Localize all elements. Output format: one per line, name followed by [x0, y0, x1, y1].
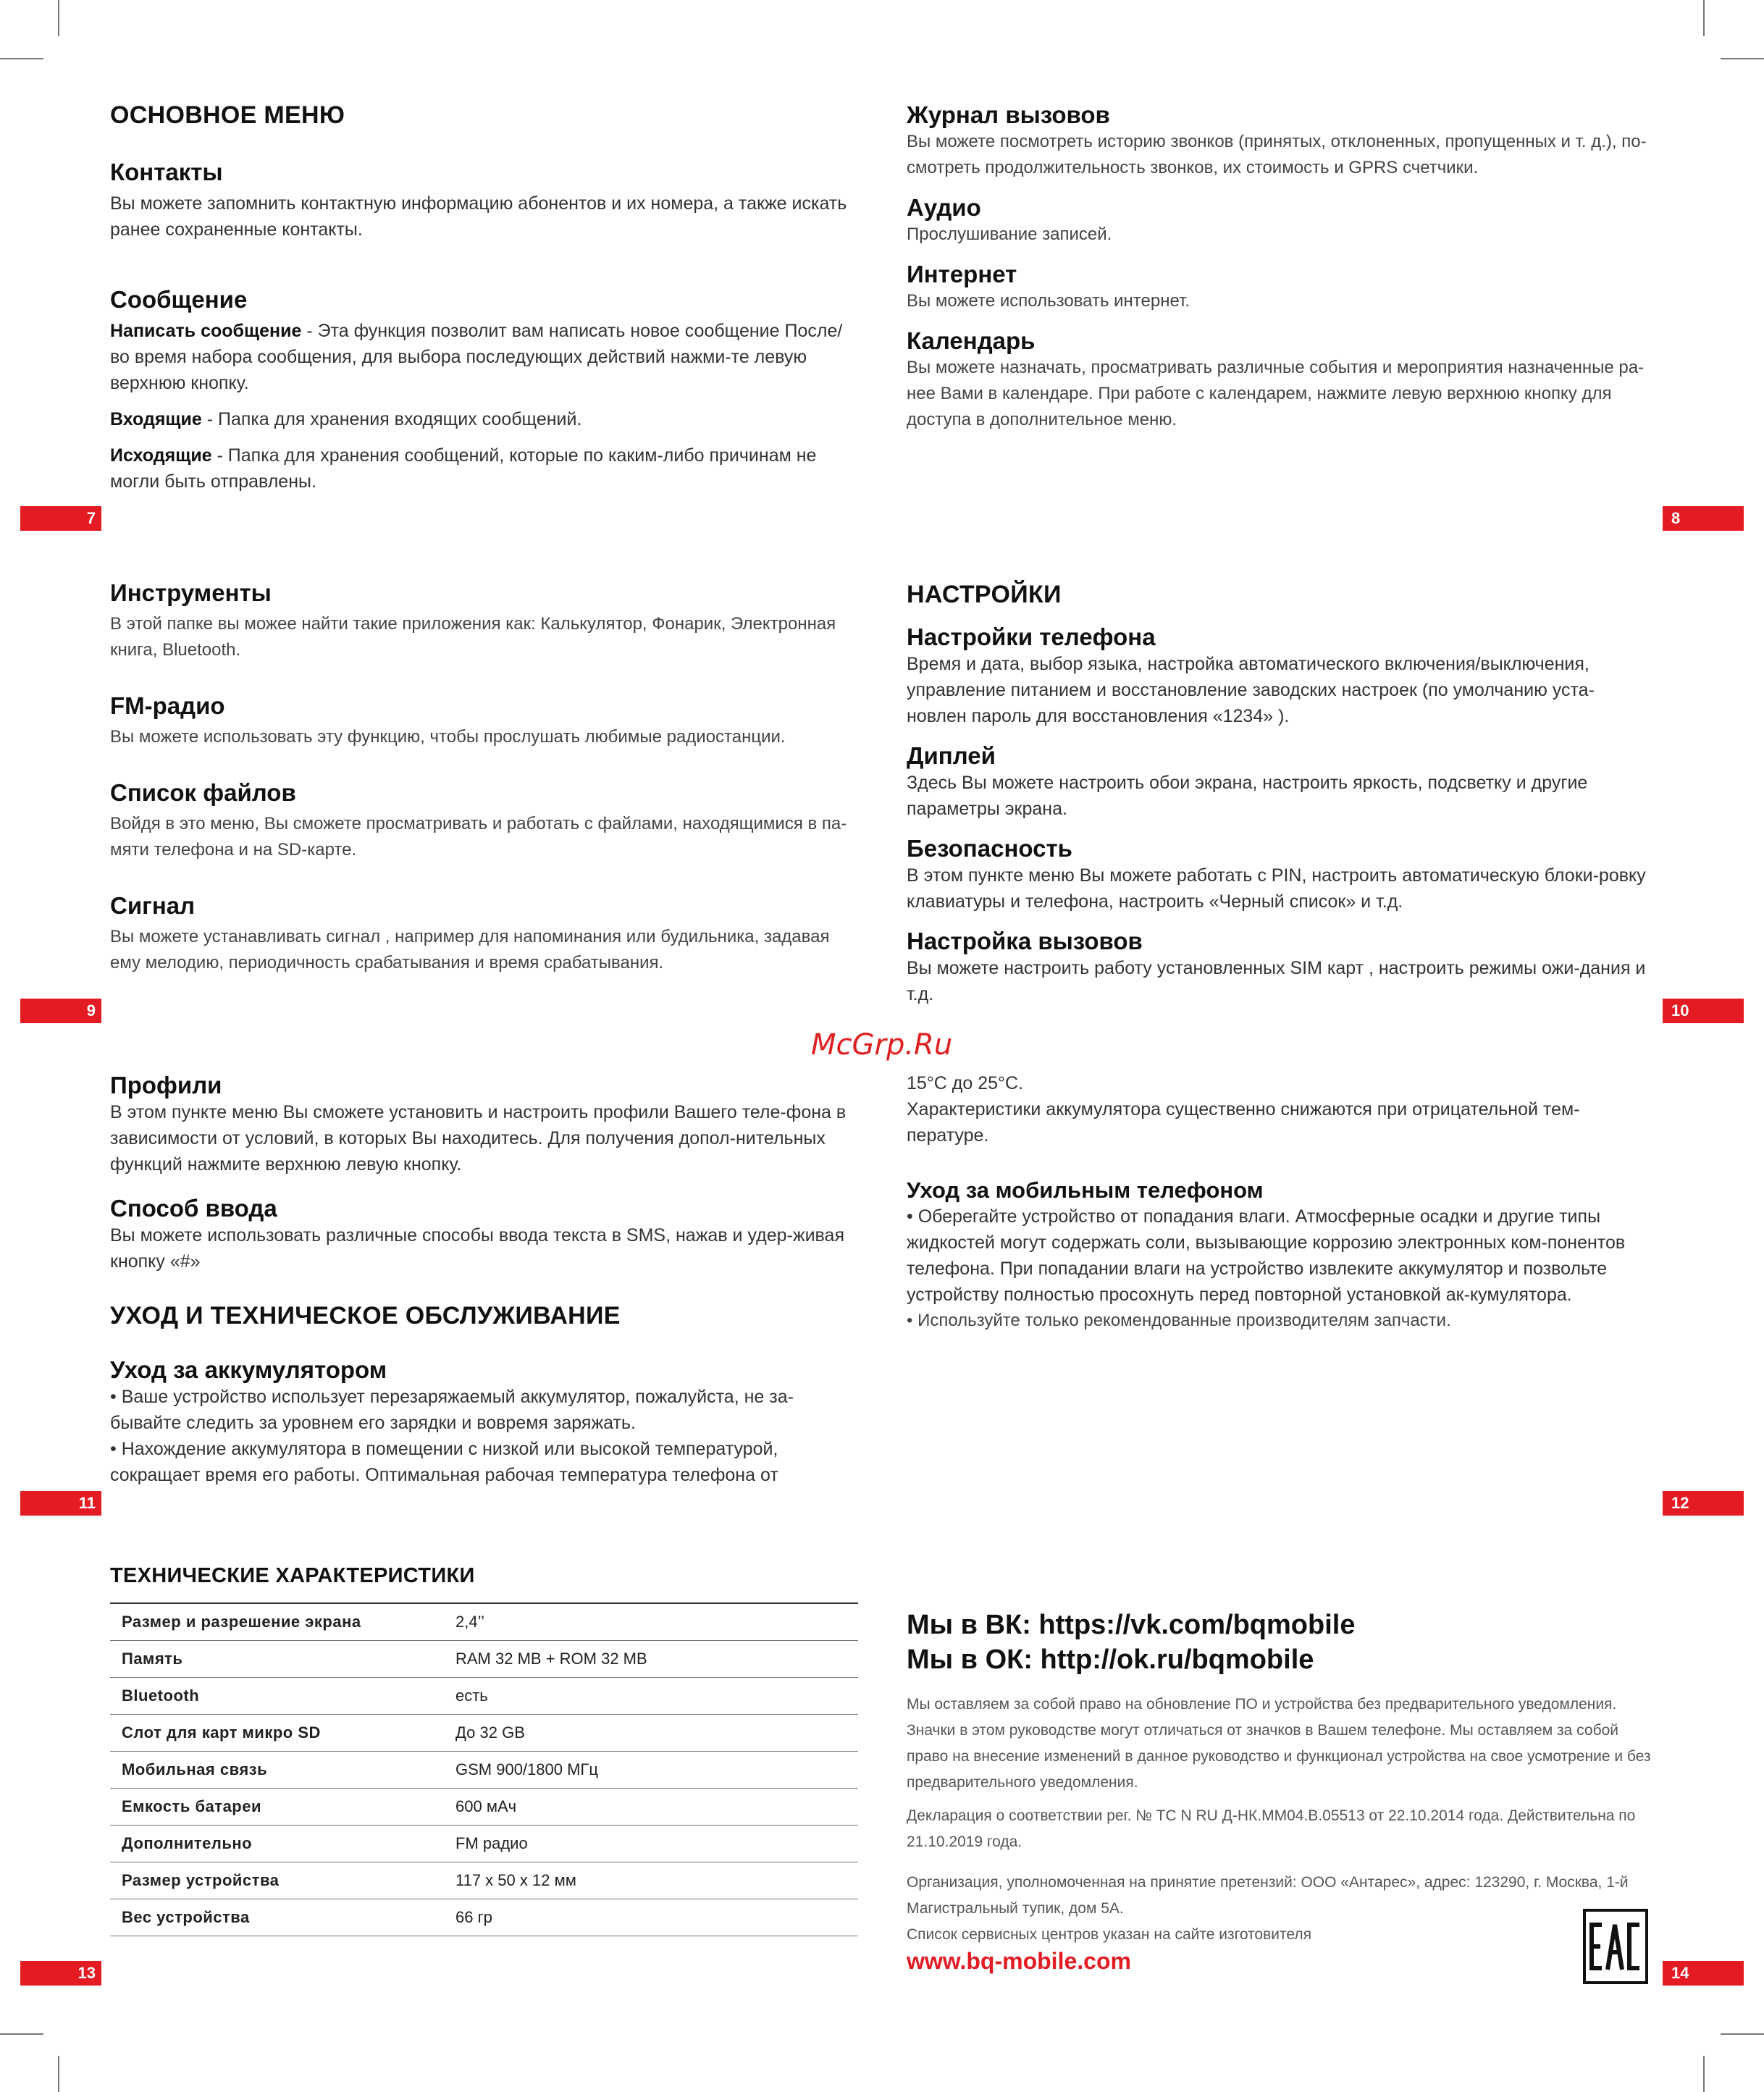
heading-phone-settings: Настройки телефона [907, 623, 1156, 650]
vk-link[interactable]: Мы в ВК: https://vk.com/bqmobile [907, 1610, 1356, 1640]
spec-label: Вес устройства [110, 1899, 444, 1936]
heading-calendar: Календарь [907, 327, 1036, 354]
crop-mark [1703, 2056, 1705, 2092]
spec-label: Емкость батареи [110, 1789, 444, 1826]
heading-phone-care: Уход за мобильным телефоном [907, 1177, 1264, 1203]
text-profiles: В этом пункте меню Вы сможете установить и настроить профили Вашего теле-фона в зависимости от условий, в которых Вы находитесь. Для получения допол-нительных функций нажмите верхнюю левую кнопку. [110, 1102, 847, 1175]
spec-table [110, 1602, 858, 1936]
page-10 [907, 581, 1654, 1007]
spec-label: Слот для карт микро SD [110, 1715, 444, 1752]
spec-label: Дополнительно [110, 1826, 444, 1862]
section-title: ТЕХНИЧЕСКИЕ ХАРАКТЕРИСТИКИ [110, 1564, 475, 1587]
spec-label: Размер и разрешение экрана [110, 1603, 444, 1641]
page-9 [110, 579, 857, 976]
text-audio: Прослушивание записей. [907, 224, 1112, 244]
heading-tools: Инструменты [110, 579, 272, 606]
table-row [110, 1789, 858, 1826]
crop-mark [0, 2033, 43, 2035]
page-number: 14 [1663, 1961, 1744, 1986]
text-disclaimer: Мы оставляем за собой право на обновление ПО и устройства без предварительного уведомления. Значки в этом руководстве могут отличаться от значков в Вашем телефоне. Мы оставляем за собой право на внесение изменений в данное руководство и функционал устройства на свое усмотрение и без предварительного уведомления. [907, 1696, 1651, 1791]
crop-mark [58, 2056, 59, 2092]
heading-audio: Аудио [907, 194, 981, 221]
spec-label: Bluetooth [110, 1678, 444, 1715]
page-number: 12 [1663, 1491, 1744, 1516]
page-number: 10 [1663, 999, 1744, 1023]
table-row [110, 1899, 858, 1936]
spec-value: 2,4’’ [444, 1603, 858, 1641]
text-security: В этом пункте меню Вы можете работать с PIN, настроить автоматическую блоки-ровку клавиатуры и телефона, настроить «Черный список» и т.д. [907, 865, 1646, 912]
text-battery-care-1: • Ваше устройство использует перезаряжаемый аккумулятор, пожалуйста, не за-бывайте следить за уровнем его зарядки и вовремя заряжать. [110, 1387, 794, 1433]
text-service-centers: Список сервисных центров указан на сайте изготовителя [907, 1926, 1311, 1943]
text-file-list: Войдя в это меню, Вы сможете просматривать и работать с файлами, находящимися в па-мяти телефона и на SD-карте. [110, 814, 847, 860]
text-outbox: Исходящие - Папка для хранения сообщений, которые по каким-либо причинам не могли быть отправлены. [110, 445, 817, 492]
text-call-log: Вы можете посмотреть историю звонков (принятых, отклоненных, пропущенных и т. д.), по-смотреть продолжительность звонков, их стоимость и GPRS счетчики. [907, 132, 1647, 177]
spec-value: 600 мАч [444, 1789, 858, 1826]
page-number: 13 [20, 1961, 101, 1986]
page-number: 9 [20, 999, 101, 1023]
section-title: ОСНОВНОЕ МЕНЮ [110, 101, 345, 129]
table-row [110, 1862, 858, 1899]
heading-contacts: Контакты [110, 159, 223, 185]
text-battery-cold: Характеристики аккумулятора существенно снижаются при отрицательной тем-пературе. [907, 1099, 1580, 1146]
text-calendar: Вы можете назначать, просматривать различные события и мероприятия назначенные ра-нее Вами в календаре. При работе с календарем, нажмите левую верхнюю кнопку для доступа в дополнительное меню. [907, 358, 1645, 429]
table-row [110, 1678, 858, 1715]
spec-value: 117 x 50 x 12 мм [444, 1862, 858, 1899]
text-inbox: Входящие - Папка для хранения входящих сообщений. [110, 409, 582, 429]
table-row [110, 1603, 858, 1641]
eac-mark [1583, 1909, 1648, 1984]
spec-value: До 32 GB [444, 1715, 858, 1752]
page-14 [907, 1608, 1654, 1975]
spec-value: RAM 32 MB + ROM 32 MB [444, 1641, 858, 1678]
text-tools: В этой папке вы можее найти такие приложения как: Калькулятор, Фонарик, Электронная книга, Bluetooth. [110, 614, 836, 660]
spec-label: Размер устройства [110, 1862, 444, 1899]
heading-input-method: Способ ввода [110, 1195, 277, 1222]
section-title: УХОД И ТЕХНИЧЕСКОЕ ОБСЛУЖИВАНИЕ [110, 1302, 621, 1329]
text-alarm: Вы можете устанавливать сигнал , например для напоминания или будильника, задавая ему мелодию, периодичность срабатывания и время срабатывания. [110, 927, 830, 973]
crop-mark [1703, 0, 1705, 36]
ok-link[interactable]: Мы в ОК: http://ok.ru/bqmobile [907, 1644, 1314, 1675]
table-row [110, 1715, 858, 1752]
text-write-message: Написать сообщение - Эта функция позволит вам написать новое сообщение После/во время набора сообщения, для выбора последующих действий нажми-те левую верхнюю кнопку. [110, 321, 843, 393]
heading-profiles: Профили [110, 1072, 222, 1098]
text-organization: Организация, уполномоченная на принятие претензий: ООО «Антарес», адрес: 123290, г. Москва, 1-й Магистральный тупик, дом 5А. [907, 1874, 1629, 1917]
text-declaration: Декларация о соответствии рег. № ТС N RU Д-НК.ММ04.В.05513 от 22.10.2014 года. Действительна по 21.10.2019 года. [907, 1807, 1636, 1850]
text-spare-parts: • Используйте только рекомендованные производителям запчасти. [907, 1311, 1451, 1330]
website-link[interactable]: www.bq-mobile.com [907, 1948, 1131, 1974]
spec-value: есть [444, 1678, 858, 1715]
page-7 [110, 101, 857, 495]
text-display: Здесь Вы можете настроить обои экрана, настроить яркость, подсветку и другие параметры экрана. [907, 773, 1588, 819]
page-12 [907, 1070, 1654, 1334]
page-8 [907, 101, 1654, 433]
heading-alarm: Сигнал [110, 892, 196, 919]
heading-call-settings: Настройка вызовов [907, 928, 1143, 954]
watermark: McGrp.Ru [811, 1028, 953, 1062]
heading-internet: Интернет [907, 261, 1017, 287]
crop-mark [0, 58, 43, 59]
heading-display: Диплей [907, 742, 996, 769]
page-number: 8 [1663, 506, 1744, 531]
heading-fm-radio: FM-радио [110, 692, 225, 719]
section-title: НАСТРОЙКИ [907, 581, 1062, 608]
text-phone-care: • Оберегайте устройство от попадания влаги. Атмосферные осадки и другие типы жидкостей могут содержать соли, вызывающие коррозию электронных ком-понентов телефона. При попадании влаги на устройство извлеките аккумулятор и позвольте устройству полностью просохнуть перед повторной установкой ак-кумулятора. [907, 1206, 1626, 1305]
table-row [110, 1826, 858, 1862]
page-13 [110, 1564, 863, 1936]
page-number: 11 [20, 1491, 101, 1516]
text-contacts: Вы можете запомнить контактную информацию абонентов и их номера, а также искать ранее сохраненные контакты. [110, 193, 847, 240]
text-internet: Вы можете использовать интернет. [907, 291, 1190, 311]
text-input-method: Вы можете использовать различные способы ввода текста в SMS, нажав и удер-живая кнопку «#» [110, 1225, 844, 1272]
spec-value: GSM 900/1800 МГц [444, 1752, 858, 1789]
spec-label: Память [110, 1641, 444, 1678]
text-fm-radio: Вы можете использовать эту функцию, чтобы прослушать любимые радиостанции. [110, 727, 786, 747]
crop-mark [1721, 2033, 1764, 2035]
page-11 [110, 1072, 857, 1488]
heading-file-list: Список файлов [110, 779, 296, 806]
text-call-settings: Вы можете настроить работу установленных SIM карт , настроить режимы ожи-дания и т.д. [907, 958, 1646, 1004]
heading-call-log: Журнал вызовов [907, 101, 1110, 128]
table-row [110, 1752, 858, 1789]
crop-mark [58, 0, 59, 36]
heading-battery-care: Уход за аккумулятором [110, 1356, 387, 1383]
heading-message: Сообщение [110, 286, 248, 313]
text-phone-settings: Время и дата, выбор языка, настройка автоматического включения/выключения, управление питанием и восстановление заводских настроек (по умолчанию уста-новлен пароль для восстановления «1234» ). [907, 654, 1595, 726]
text-temperature: 15°C до 25°C. [907, 1073, 1024, 1093]
text-battery-care-2: • Нахождение аккумулятора в помещении с низкой или высокой температурой, сокращает время его работы. Оптимальная рабочая температура телефона от [110, 1439, 778, 1485]
spec-value: FM радио [444, 1826, 858, 1862]
crop-mark [1721, 58, 1764, 59]
spec-label: Мобильная связь [110, 1752, 444, 1789]
page-number: 7 [20, 506, 101, 531]
spec-value: 66 гр [444, 1899, 858, 1936]
eac-logo-icon [1586, 1912, 1645, 1981]
heading-security: Безопасность [907, 835, 1072, 862]
table-row [110, 1641, 858, 1678]
